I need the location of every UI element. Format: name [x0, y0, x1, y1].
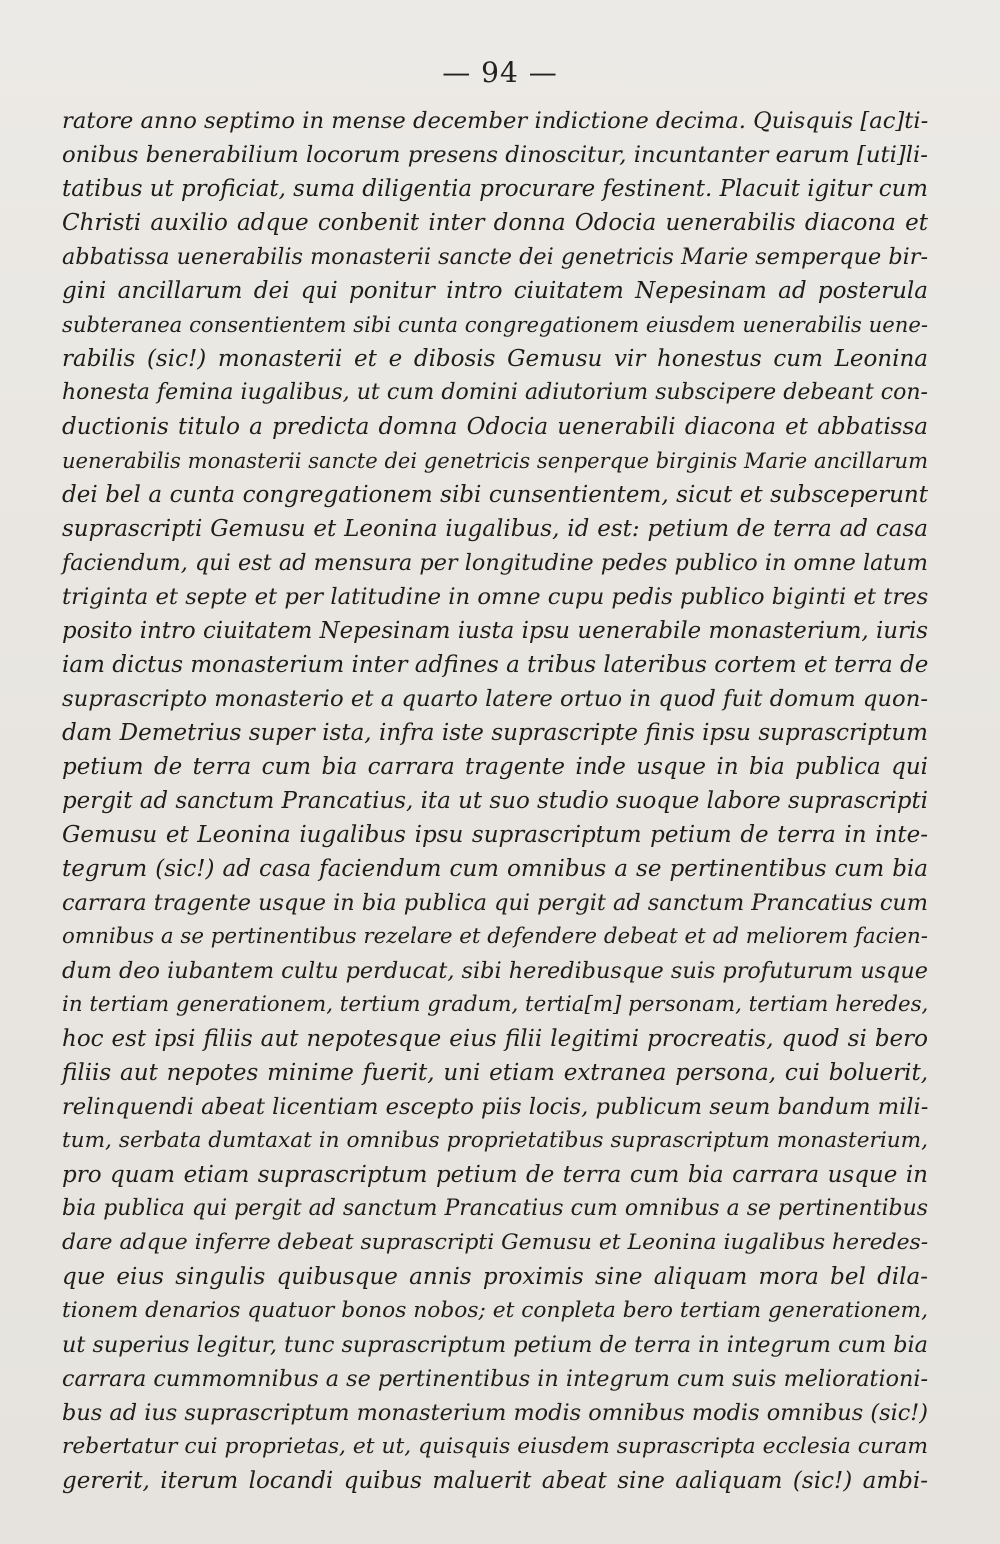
text-line: Christi auxilio adque conbenit inter donna Odocia uenerabilis diacona et [62, 210, 928, 236]
text-line: uenerabilis monasterii sancte dei genetricis senperque birginis Marie ancillarum [62, 448, 928, 473]
text-line: que eius singulis quibusque annis proximis sine aliquam mora bel dila- [62, 1264, 928, 1290]
text-line: in tertiam generationem, tertium gradum, tertia[m] personam, tertiam heredes, [62, 992, 929, 1017]
text-line: onibus benerabilium locorum presens dinoscitur, incuntanter earum [uti]li- [62, 142, 928, 168]
text-line: omnibus a se pertinentibus rezelare et defendere debeat et ad meliorem facien- [62, 924, 928, 949]
text-line: bia publica qui pergit ad sanctum Prancatius cum omnibus a se pertinentibus [62, 1196, 928, 1221]
text-line: pergit ad sanctum Prancatius, ita ut suo studio suoque labore suprascripti [62, 788, 928, 814]
text-line: rebertatur cui proprietas, et ut, quisquis eiusdem suprascripta ecclesia curam [62, 1434, 928, 1459]
text-line: rabilis (sic!) monasterii et e dibosis Gemusu vir honestus cum Leonina [62, 346, 928, 372]
text-line: ut superius legitur, tunc suprascriptum petium de terra in integrum cum bia [62, 1332, 928, 1358]
text-line: carrara tragente usque in bia publica qui pergit ad sanctum Prancatius cum [62, 890, 928, 916]
page-number: — 94 — [442, 56, 558, 89]
body-text [62, 104, 928, 1498]
text-line: abbatissa uenerabilis monasterii sancte dei genetricis Marie semperque bir- [62, 244, 928, 270]
text-line: ductionis titulo a predicta domna Odocia uenerabili diacona et abbatissa [62, 414, 928, 440]
text-line: triginta et septe et per latitudine in omne cupu pedis publico biginti et tres [62, 584, 929, 610]
text-line: ratore anno septimo in mense december indictione decima. Quisquis [ac]ti- [62, 108, 929, 134]
text-line: tum, serbata dumtaxat in omnibus proprietatibus suprascriptum monasterium, [62, 1128, 928, 1153]
text-line: dum deo iubantem cultu perducat, sibi heredibusque suis profuturum usque [62, 958, 929, 984]
text-line: iam dictus monasterium inter adfines a tribus lateribus cortem et terra de [62, 652, 929, 678]
text-line: dare adque inferre debeat suprascripti Gemusu et Leonina iugalibus heredes- [62, 1230, 929, 1255]
text-line: tegrum (sic!) ad casa faciendum cum omnibus a se pertinentibus cum bia [62, 856, 928, 882]
text-line: gini ancillarum dei qui ponitur intro ciuitatem Nepesinam ad posterula [62, 278, 928, 304]
text-line: relinquendi abeat licentiam escepto piis locis, publicum seum bandum mili- [62, 1094, 929, 1120]
text-line: pro quam etiam suprascriptum petium de terra cum bia carrara usque in [62, 1162, 928, 1188]
text-line: carrara cummomnibus a se pertinentibus in integrum cum suis meliorationi- [62, 1366, 929, 1392]
text-line: faciendum, qui est ad mensura per longitudine pedes publico in omne latum [62, 550, 928, 576]
text-line: Gemusu et Leonina iugalibus ipsu suprascriptum petium de terra in inte- [62, 822, 928, 848]
text-line: dei bel a cunta congregationem sibi cunsentientem, sicut et subsceperunt [62, 482, 928, 508]
text-line: bus ad ius suprascriptum monasterium modis omnibus modis omnibus (sic!) [62, 1400, 928, 1426]
text-line: petium de terra cum bia carrara tragente inde usque in bia publica qui [62, 754, 928, 780]
text-line: dam Demetrius super ista, infra iste suprascripte finis ipsu suprascriptum [62, 720, 928, 746]
text-line: filiis aut nepotes minime fuerit, uni etiam extranea persona, cui boluerit, [62, 1060, 928, 1086]
text-line: posito intro ciuitatem Nepesinam iusta ipsu uenerabile monasterium, iuris [62, 618, 928, 644]
text-line: subteranea consentientem sibi cunta congregationem eiusdem uenerabilis uene- [62, 312, 928, 337]
text-line: suprascripti Gemusu et Leonina iugalibus, id est: petium de terra ad casa [62, 516, 928, 542]
text-line: tionem denarios quatuor bonos nobos; et conpleta bero tertiam generationem, [62, 1298, 928, 1323]
text-line: hoc est ipsi filiis aut nepotesque eius filii legitimi procreatis, quod si bero [62, 1026, 928, 1052]
text-line: honesta femina iugalibus, ut cum domini adiutorium subscipere debeant con- [62, 380, 928, 405]
text-line: gererit, iterum locandi quibus maluerit abeat sine aaliquam (sic!) ambi- [62, 1468, 928, 1494]
text-line: suprascripto monasterio et a quarto latere ortuo in quod fuit domum quon- [62, 686, 928, 712]
text-line: tatibus ut proficiat, suma diligentia procurare festinent. Placuit igitur cum [62, 176, 928, 202]
